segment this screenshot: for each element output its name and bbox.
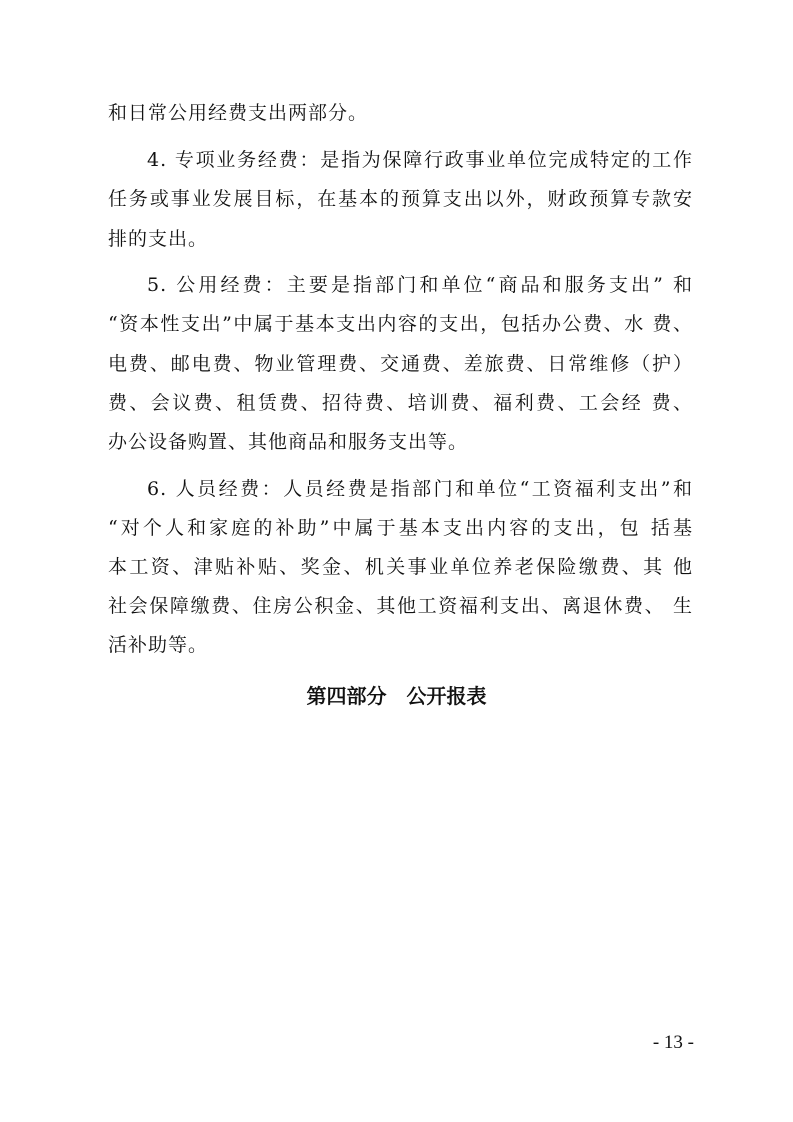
- paragraph-line: 5. 公用经费：主要是指部门和单位“商品和服务支出” 和: [147, 274, 693, 296]
- paragraph-line: 排的支出。: [108, 228, 209, 250]
- paragraph-line: 6. 人员经费：人员经费是指部门和单位“工资福利支出”和: [147, 478, 693, 500]
- paragraph-line: 本工资、津贴补贴、奖金、机关事业单位养老保险缴费、其 他: [108, 556, 693, 578]
- section-title: 第四部分 公开报表: [306, 684, 487, 708]
- paragraph-line: 办公设备购置、其他商品和服务支出等。: [108, 431, 469, 453]
- paragraph-line: 4. 专项业务经费：是指为保障行政事业单位完成特定的工作: [147, 149, 693, 171]
- paragraph-line: “对个人和家庭的补助”中属于基本支出内容的支出，包 括基: [108, 517, 693, 539]
- paragraph-line: 活补助等。: [108, 634, 209, 656]
- page-number: - 13 -: [652, 1032, 694, 1053]
- paragraph-line: 社会保障缴费、住房公积金、其他工资福利支出、离退休费、 生: [108, 595, 693, 617]
- paragraph-line: 费、会议费、租赁费、招待费、培训费、福利费、工会经 费、: [108, 392, 693, 414]
- paragraph-line: 和日常公用经费支出两部分。: [108, 102, 369, 124]
- paragraph-line: “资本性支出”中属于基本支出内容的支出，包括办公费、水 费、: [108, 313, 693, 335]
- paragraph-line: 任务或事业发展目标，在基本的预算支出以外，财政预算专款安: [108, 188, 693, 210]
- paragraph-line: 电费、邮电费、物业管理费、交通费、差旅费、日常维修（护）: [108, 353, 693, 375]
